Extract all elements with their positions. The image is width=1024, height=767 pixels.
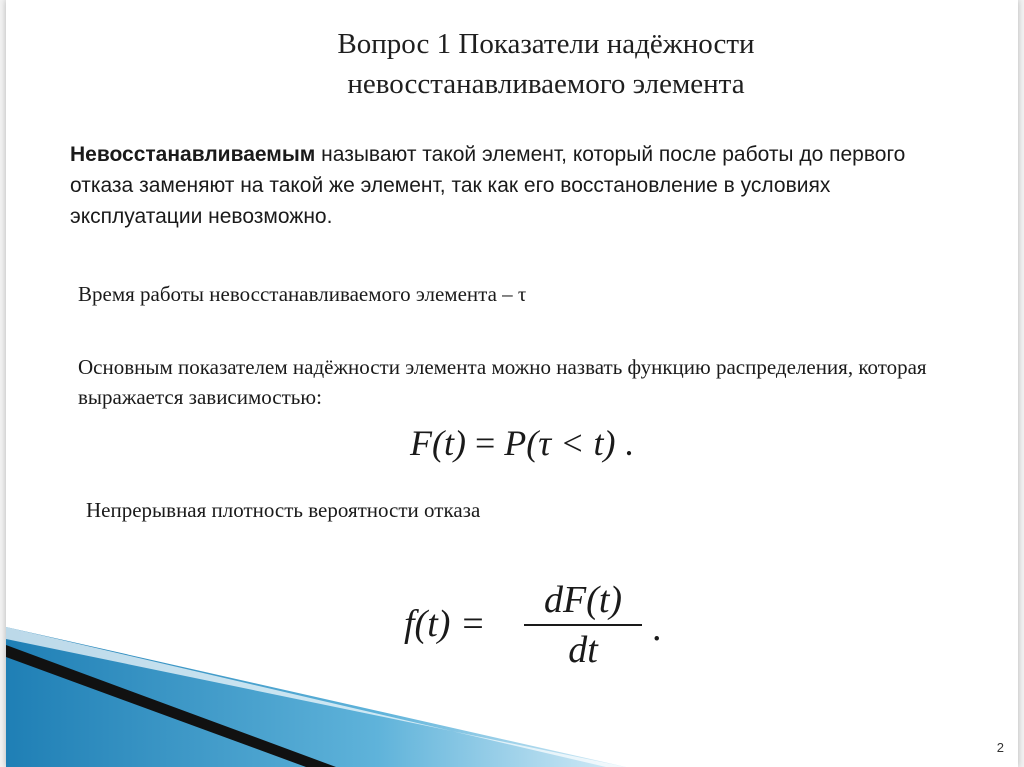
main-indicator-text: Основным показателем надёжности элемента можно назвать функцию распределения, которая выражается зависимостью:: [78, 355, 927, 409]
blue-wedge: [6, 627, 626, 767]
density-text: Непрерывная плотность вероятности отказа: [86, 498, 481, 522]
slide-title: [196, 24, 896, 104]
formula1-equals: =: [465, 423, 505, 463]
page-number: 2: [996, 740, 1004, 755]
corner-decoration: [6, 627, 626, 767]
formula2-end: .: [652, 607, 662, 649]
formula1-end: .: [615, 423, 634, 463]
operating-time-text: Время работы невосстанавливаемого элемента – τ: [78, 282, 527, 306]
formula2-numerator: dF(t): [543, 579, 623, 621]
distribution-formula: [410, 422, 633, 464]
formula2-lhs: f(t) =: [404, 603, 486, 645]
title-line-1: Вопрос 1 Показатели надёжности: [337, 28, 755, 60]
formula1-rhs: P(τ < t): [504, 423, 616, 463]
formula1-lhs: F(t): [410, 423, 466, 463]
definition-text: называют такой элемент, который после работы до первого отказа заменяют на такой же элемент, так как его восстановление в условиях эксплуатации невозможно.: [70, 143, 906, 228]
fraction-bar: [524, 624, 642, 626]
definition-term: Невосстанавливаемым: [70, 143, 316, 166]
slide: [6, 0, 1018, 767]
formula2-denominator: dt: [568, 629, 598, 671]
definition-paragraph: [70, 139, 930, 232]
title-line-2: невосстанавливаемого элемента: [347, 68, 745, 100]
